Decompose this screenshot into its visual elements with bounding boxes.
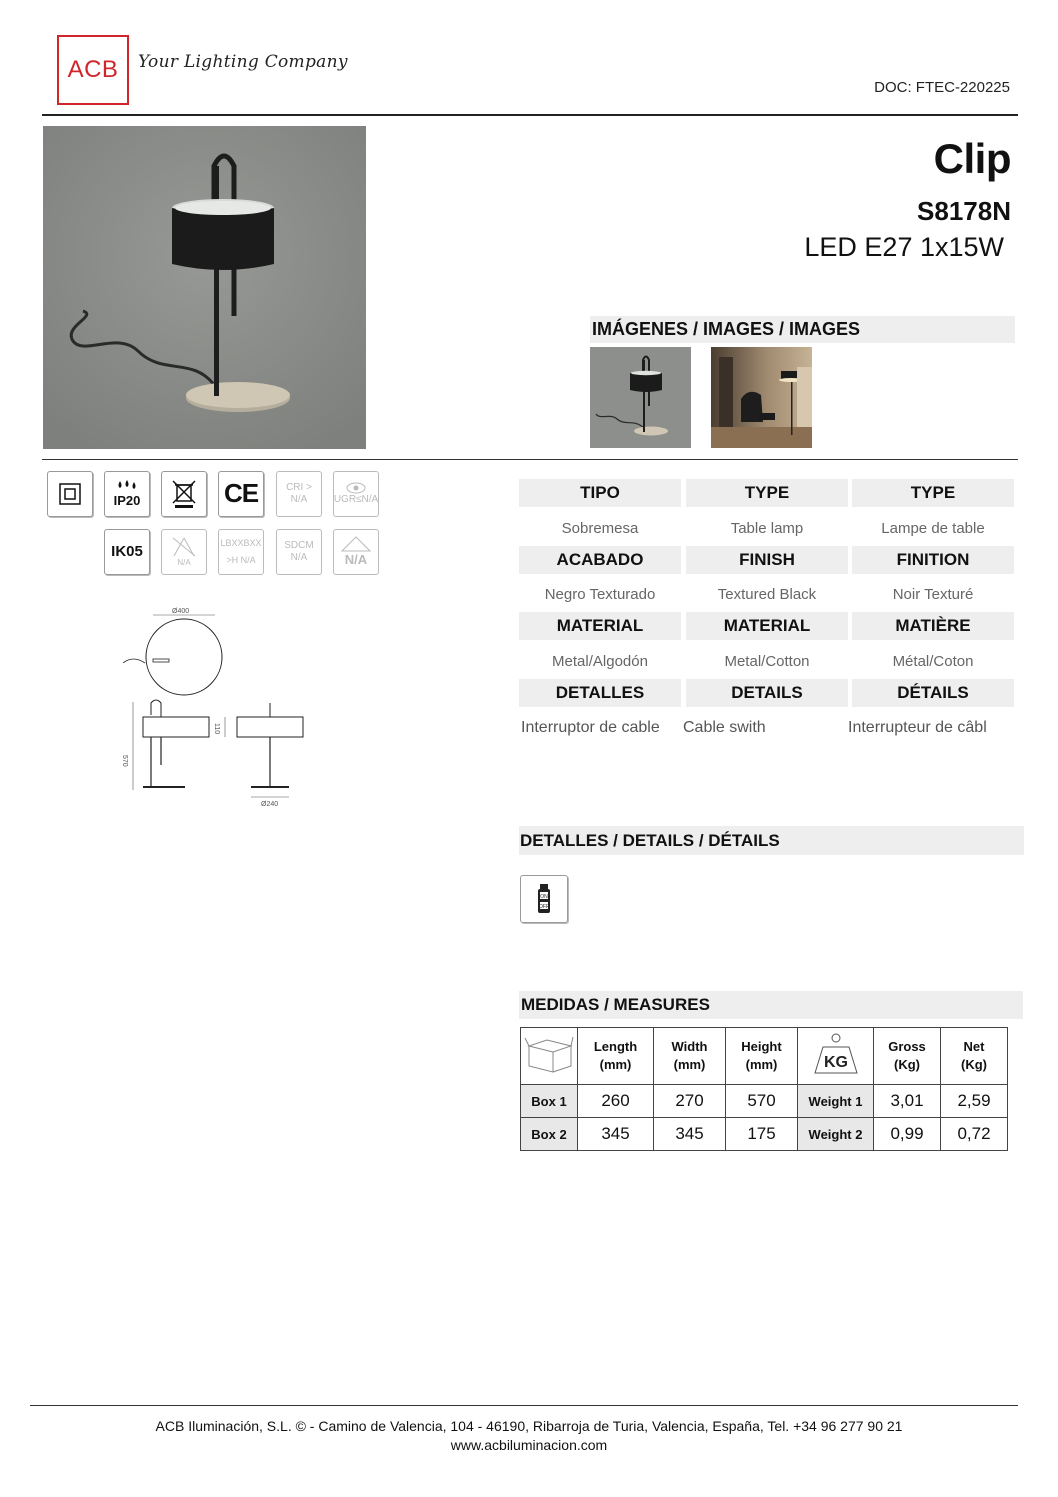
product-ref: S8178N [917,196,1011,226]
info-head-es: MATERIAL [519,612,681,640]
info-head-es: ACABADO [519,546,681,574]
info-head-fr: MATIÈRE [852,612,1014,640]
technical-drawing [115,605,315,815]
length-value: 345 [578,1118,654,1151]
thumbnail-ambient[interactable] [711,347,812,448]
lifetime-icon [218,529,264,575]
weight-label: Weight 2 [798,1118,874,1151]
lamp-photo-image [43,126,366,449]
ugr-label: UGR≤N/A [333,494,379,505]
info-head-en: TYPE [686,479,848,507]
photobio-label: N/A [344,552,368,568]
gross-value: 0,99 [874,1118,941,1151]
images-section-title: IMÁGENES / IMAGES / IMAGES [590,316,1015,343]
width-value: 270 [654,1085,726,1118]
info-head-en: MATERIAL [686,612,848,640]
beam-angle-symbol [171,536,197,558]
height-header: Height (mm) [726,1028,798,1085]
thumb-room-image [711,347,812,448]
ik-label: IK05 [111,543,143,560]
triangle-icon [341,536,371,552]
height-value: 570 [726,1085,798,1118]
footer-website-link[interactable]: www.acbiluminacion.com [450,1437,608,1453]
product-name: Clip [933,135,1011,182]
table-row [521,1118,1008,1151]
cable-switch-icon [520,875,568,923]
footer-divider [30,1405,1018,1406]
switch-icon [536,883,552,915]
svg-text:OFF: OFF [539,904,549,910]
lb-line2: >H N/A [226,555,256,565]
cri-icon [276,471,322,517]
header-divider [42,114,1018,116]
table-row [521,1085,1008,1118]
sdcm-icon [276,529,322,575]
info-value-es: Sobremesa [561,519,639,537]
net-header: Net (Kg) [941,1028,1008,1085]
info-head-fr: TYPE [852,479,1014,507]
product-spec: LED E27 1x15W [804,232,1004,262]
length-value: 260 [578,1085,654,1118]
info-head-en: DETAILS [686,679,848,707]
info-head-fr: FINITION [852,546,1014,574]
length-header: Length (mm) [578,1028,654,1085]
net-value: 0,72 [941,1118,1008,1151]
info-value-fr: Lampe de table [881,519,985,537]
sdcm-line2: N/A [290,552,308,563]
gross-value: 3,01 [874,1085,941,1118]
net-value: 2,59 [941,1085,1008,1118]
ce-mark-icon: CE [218,471,264,517]
eye-icon [345,482,367,494]
info-value-en: Metal/Cotton [724,652,810,670]
photobiological-icon [333,529,379,575]
box-icon [523,1032,575,1076]
weight-icon-cell [798,1028,874,1085]
width-header: Width (mm) [654,1028,726,1085]
ik-rating-icon [104,529,150,575]
width-value: 345 [654,1118,726,1151]
gross-header: Gross (Kg) [874,1028,941,1085]
info-value-fr: Interrupteur de câbl [848,719,987,736]
sdcm-line1: SDCM [284,540,314,551]
doc-code: DOC: FTEC-220225 [874,79,1010,96]
height-value: 175 [726,1118,798,1151]
svg-text:KG: KG [823,1053,848,1071]
tagline: Your Lighting Company [138,52,348,72]
details-section-title: DETALLES / DETAILS / DÉTAILS [519,826,1024,855]
lb-line1: LBXXBXX [220,538,262,549]
ip-label: IP20 [113,493,141,509]
thumbnail-product[interactable] [590,347,691,448]
info-head-fr: DÉTAILS [852,679,1014,707]
info-value-fr: Noir Texturé [892,585,974,603]
info-head-es: TIPO [519,479,681,507]
acb-logo [57,35,129,105]
box-label: Box 2 [521,1118,578,1151]
beam-label: N/A [177,558,191,568]
class-ii-icon [47,471,93,517]
weee-bin-icon [161,471,207,517]
ugr-icon [333,471,379,517]
shade-height-label: 110 [213,723,220,735]
kg-weight-icon [811,1031,861,1077]
info-head-es: DETALLES [519,679,681,707]
water-drops-icon [114,479,140,493]
info-value-en: Table lamp [730,519,804,537]
info-value-es: Negro Texturado [544,585,656,603]
svg-text:ON: ON [540,894,548,900]
diam-base-label: Ø240 [261,801,279,808]
footer-address: ACB Iluminación, S.L. © - Camino de Valencia, 104 - 46190, Ribarroja de Turia, Valencia, España, Tel. +34 96 277 90 21 [155,1418,903,1434]
ip-rating-icon [104,471,150,517]
info-value-es: Metal/Algodón [552,652,648,670]
cri-label: CRI > N/A [286,482,312,505]
middle-divider [42,459,1018,460]
product-photo [43,126,366,449]
beam-angle-icon [161,529,207,575]
height-label: 570 [121,755,128,767]
measures-table [520,1027,1008,1151]
thumb-lamp-image [590,347,691,448]
info-value-fr: Métal/Coton [892,652,974,670]
weight-label: Weight 1 [798,1085,874,1118]
box-label: Box 1 [521,1085,578,1118]
measures-section-title: MEDIDAS / MEASURES [519,991,1023,1019]
logo-text: ACB [67,56,119,83]
box-icon-cell [521,1028,578,1085]
info-value-en: Cable swith [683,719,766,736]
info-value-en: Textured Black [717,585,817,603]
info-value-es: Interruptor de cable [521,719,660,736]
info-head-en: FINISH [686,546,848,574]
diam-top-label: Ø400 [172,608,190,615]
